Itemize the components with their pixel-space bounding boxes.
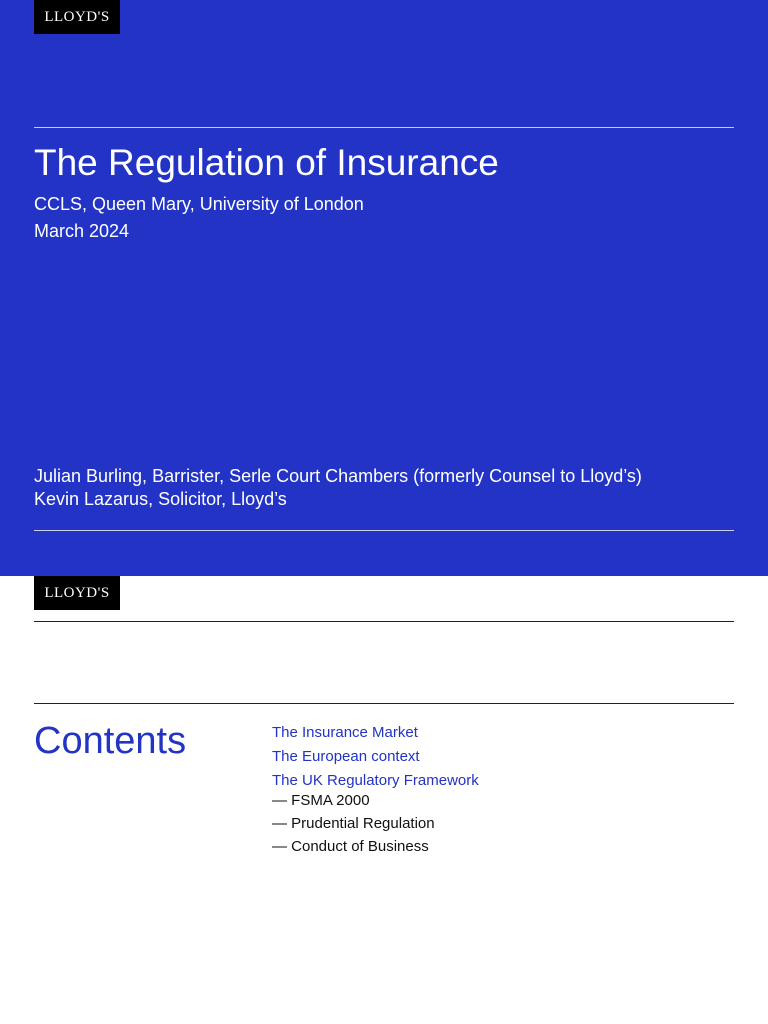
toc-subitem-conduct: — Conduct of Business bbox=[272, 838, 429, 855]
toc-subitem-prudential: — Prudential Regulation bbox=[272, 815, 435, 832]
toc-subitem-fsma: — FSMA 2000 bbox=[272, 792, 370, 809]
subtitle-date: March 2024 bbox=[34, 221, 130, 241]
top-divider bbox=[34, 127, 734, 128]
contents-slide bbox=[0, 576, 768, 1024]
toc-item-insurance-market[interactable]: The Insurance Market bbox=[272, 724, 418, 741]
bottom-divider bbox=[34, 530, 734, 531]
header-divider bbox=[34, 621, 734, 622]
toc-item-uk-regulatory-framework[interactable]: The UK Regulatory Framework bbox=[272, 772, 479, 789]
toc-item-european-context[interactable]: The European context bbox=[272, 748, 420, 765]
section-divider bbox=[34, 703, 734, 704]
presenter-2: Kevin Lazarus, Solicitor, Lloyd’s bbox=[34, 489, 287, 509]
subtitle-institution: CCLS, Queen Mary, University of London bbox=[34, 194, 364, 214]
slide-title: The Regulation of Insurance bbox=[34, 142, 499, 183]
lloyds-logo: LLOYD'S bbox=[34, 576, 120, 610]
presenter-1: Julian Burling, Barrister, Serle Court Chambers (formerly Counsel to Lloyd’s) bbox=[34, 466, 642, 486]
contents-heading: Contents bbox=[34, 720, 187, 762]
lloyds-logo: LLOYD'S bbox=[34, 0, 120, 34]
